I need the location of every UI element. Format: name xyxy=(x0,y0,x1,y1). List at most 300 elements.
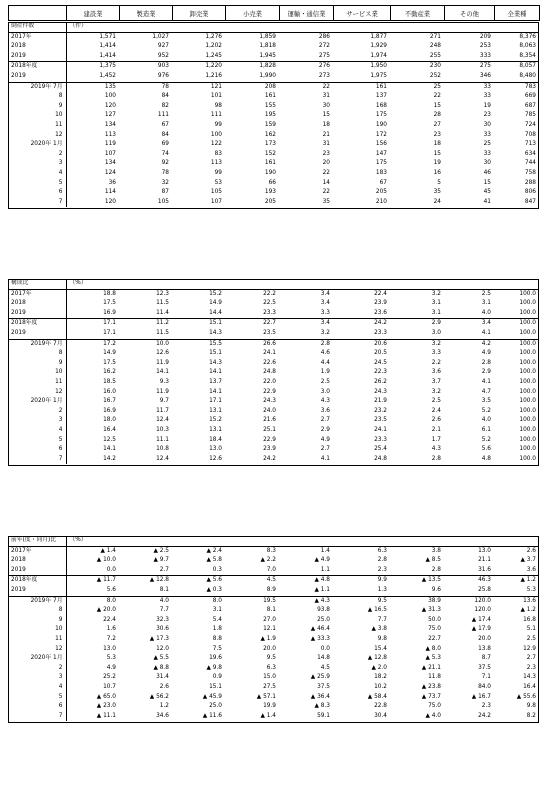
row-label: 2 xyxy=(8,150,66,160)
value-cell: 100.0 xyxy=(519,350,536,357)
value-cell: 13.0 xyxy=(478,547,491,554)
value-cell: 32 xyxy=(161,179,169,186)
value-cell: 24.2 xyxy=(374,320,387,327)
value-cell: 35 xyxy=(322,198,330,205)
column-header-table xyxy=(8,5,540,21)
value-cell: 24.2 xyxy=(478,712,491,719)
value-cell: ▲ 2.2 xyxy=(260,557,276,564)
value-cell: 33 xyxy=(483,150,491,157)
value-cell: 18.0 xyxy=(103,417,116,424)
value-cell: 22 xyxy=(322,169,330,176)
value-cell: 16.7 xyxy=(103,398,116,405)
value-cell: 100.0 xyxy=(519,417,536,424)
value-cell: 99 xyxy=(214,169,222,176)
value-cell: 78 xyxy=(161,83,169,90)
value-cell: 23.5 xyxy=(374,417,387,424)
value-cell: 100 xyxy=(104,93,116,100)
section-table xyxy=(8,22,539,207)
row-label: 12 xyxy=(8,388,66,398)
value-cell: 785 xyxy=(524,112,536,119)
row-label: 2019 xyxy=(8,52,66,62)
table-row xyxy=(8,52,539,62)
row-label: 3 xyxy=(8,159,66,169)
value-cell: 46 xyxy=(483,169,491,176)
value-cell: ▲ 3.7 xyxy=(520,557,536,564)
row-label: 2018 xyxy=(8,42,66,52)
table-row xyxy=(8,596,539,606)
value-cell: 271 xyxy=(429,33,441,40)
empty-cell xyxy=(172,279,225,289)
value-cell: 20.0 xyxy=(478,635,491,642)
value-cell: 92 xyxy=(161,160,169,167)
value-cell: 24.8 xyxy=(263,369,276,376)
value-cell: 2.2 xyxy=(431,359,441,366)
value-cell: 3.0 xyxy=(431,329,441,336)
value-cell: 2.9 xyxy=(320,426,330,433)
value-cell: 19.5 xyxy=(263,597,276,604)
value-cell: 9.8 xyxy=(526,703,536,710)
value-cell: 2.4 xyxy=(431,407,441,414)
value-cell: ▲ 20.0 xyxy=(96,607,116,614)
value-cell: 16.2 xyxy=(103,369,116,376)
value-cell: 9.7 xyxy=(159,398,169,405)
value-cell: 155 xyxy=(264,102,276,109)
value-cell: 252 xyxy=(429,72,441,79)
value-cell: 208 xyxy=(264,83,276,90)
value-cell: 0.9 xyxy=(212,674,222,681)
empty-cell xyxy=(225,22,279,32)
value-cell: 17.1 xyxy=(103,329,116,336)
value-cell: 3.6 xyxy=(320,407,330,414)
value-cell: ▲ 31.3 xyxy=(421,607,441,614)
value-cell: 4.6 xyxy=(320,350,330,357)
value-cell: 12.6 xyxy=(156,350,169,357)
value-cell: 18 xyxy=(322,121,330,128)
value-cell: 24.5 xyxy=(374,359,387,366)
section-title: 前年(度・同月)比 xyxy=(8,536,66,546)
row-label: 2 xyxy=(8,664,66,674)
value-cell: 46.3 xyxy=(478,577,491,584)
value-cell: 31.6 xyxy=(478,566,491,573)
value-cell: 114 xyxy=(104,189,116,196)
row-label: 10 xyxy=(8,111,66,121)
value-cell: 100.0 xyxy=(519,455,536,462)
empty-cell xyxy=(225,536,279,546)
row-label: 2020年 1月 xyxy=(8,140,66,150)
value-cell: 161 xyxy=(264,160,276,167)
value-cell: 19.6 xyxy=(209,655,222,662)
table-row xyxy=(8,586,539,596)
value-cell: 976 xyxy=(157,72,169,79)
value-cell: 3.2 xyxy=(431,290,441,297)
value-cell: ▲ 55.6 xyxy=(516,693,536,700)
value-cell: 105 xyxy=(210,189,222,196)
value-cell: 67 xyxy=(161,121,169,128)
value-cell: ▲ 16.5 xyxy=(367,607,387,614)
value-cell: 4.1 xyxy=(320,455,330,462)
row-label: 4 xyxy=(8,169,66,179)
row-label: 10 xyxy=(8,368,66,378)
section-title: 倒産件数 xyxy=(8,22,66,32)
row-label: 2 xyxy=(8,407,66,417)
value-cell: 4.1 xyxy=(481,378,491,385)
value-cell: 23.9 xyxy=(374,300,387,307)
value-cell: ▲ 11.6 xyxy=(202,712,222,719)
value-cell: 24.0 xyxy=(263,407,276,414)
value-cell: 11.9 xyxy=(156,359,169,366)
empty-cell xyxy=(279,536,333,546)
value-cell: 22.7 xyxy=(428,635,441,642)
value-cell: 113 xyxy=(104,131,116,138)
value-cell: 75.0 xyxy=(428,703,441,710)
value-cell: 7.7 xyxy=(377,616,387,623)
value-cell: 15.5 xyxy=(209,340,222,347)
value-cell: 22 xyxy=(322,83,330,90)
value-cell: 100.0 xyxy=(519,309,536,316)
value-cell: 12.0 xyxy=(156,645,169,652)
value-cell: 4.7 xyxy=(481,388,491,395)
value-cell: 22.0 xyxy=(263,378,276,385)
value-cell: 25.8 xyxy=(478,586,491,593)
value-cell: 687 xyxy=(524,102,536,109)
value-cell: 20.0 xyxy=(263,645,276,652)
value-cell: ▲ 2.5 xyxy=(153,547,169,554)
value-cell: 50.0 xyxy=(428,616,441,623)
value-cell: 2.5 xyxy=(481,290,491,297)
value-cell: ▲ 36.4 xyxy=(310,693,330,700)
value-cell: 15 xyxy=(483,179,491,186)
value-cell: ▲ 33.3 xyxy=(310,635,330,642)
value-cell: 12.4 xyxy=(156,417,169,424)
value-cell: 22.5 xyxy=(263,300,276,307)
value-cell: 24.1 xyxy=(374,426,387,433)
value-cell: 26.6 xyxy=(263,340,276,347)
row-label: 12 xyxy=(8,131,66,141)
value-cell: 8.1 xyxy=(266,607,276,614)
value-cell: 4.4 xyxy=(320,359,330,366)
value-cell: 15.1 xyxy=(209,350,222,357)
value-cell: 8,480 xyxy=(519,72,536,79)
row-label: 2017年 xyxy=(8,546,66,556)
value-cell: 16.4 xyxy=(103,426,116,433)
value-cell: 1,877 xyxy=(370,33,387,40)
column-header: サービス業 xyxy=(334,6,391,21)
value-cell: 1,828 xyxy=(259,63,276,70)
value-cell: 2.5 xyxy=(320,378,330,385)
section-table xyxy=(8,536,539,721)
value-cell: 25 xyxy=(483,141,491,148)
value-cell: 100.0 xyxy=(519,300,536,307)
row-label: 9 xyxy=(8,616,66,626)
value-cell: 33 xyxy=(483,83,491,90)
table-row xyxy=(8,378,539,388)
table-row xyxy=(8,188,539,198)
value-cell: 18.8 xyxy=(103,290,116,297)
value-cell: 5.1 xyxy=(526,626,536,633)
value-cell: 15 xyxy=(322,112,330,119)
value-cell: 111 xyxy=(210,112,222,119)
value-cell: 34.6 xyxy=(156,712,169,719)
value-cell: 15.0 xyxy=(263,674,276,681)
value-cell: 83 xyxy=(214,150,222,157)
empty-cell xyxy=(225,279,279,289)
row-label: 6 xyxy=(8,445,66,455)
empty-cell xyxy=(390,22,444,32)
value-cell: 105 xyxy=(157,198,169,205)
value-cell: 100.0 xyxy=(519,369,536,376)
value-cell: 100.0 xyxy=(519,446,536,453)
value-cell: 4.1 xyxy=(481,329,491,336)
row-label: 12 xyxy=(8,645,66,655)
row-label: 4 xyxy=(8,683,66,693)
row-label: 10 xyxy=(8,625,66,635)
value-cell: 22.8 xyxy=(374,703,387,710)
value-cell: 100.0 xyxy=(519,320,536,327)
value-cell: 18.2 xyxy=(374,674,387,681)
value-cell: 9.9 xyxy=(377,577,387,584)
value-cell: 100.0 xyxy=(519,378,536,385)
value-cell: 14.4 xyxy=(209,309,222,316)
value-cell: 1.2 xyxy=(159,703,169,710)
value-cell: ▲ 8.0 xyxy=(425,645,441,652)
row-label: 5 xyxy=(8,693,66,703)
value-cell: 107 xyxy=(104,150,116,157)
table-row xyxy=(8,645,539,655)
value-cell: 15.1 xyxy=(209,683,222,690)
value-cell: 13.0 xyxy=(103,645,116,652)
value-cell: 2.8 xyxy=(431,455,441,462)
table-row xyxy=(8,616,539,626)
value-cell: 16 xyxy=(433,169,441,176)
row-label: 3 xyxy=(8,416,66,426)
section-table xyxy=(8,279,539,464)
value-cell: 120.0 xyxy=(474,597,491,604)
value-cell: 28 xyxy=(433,112,441,119)
value-cell: 13.6 xyxy=(523,597,536,604)
value-cell: 173 xyxy=(264,141,276,148)
value-cell: 7.1 xyxy=(481,674,491,681)
empty-cell xyxy=(444,536,494,546)
value-cell: 2.5 xyxy=(431,398,441,405)
value-cell: 14.9 xyxy=(103,350,116,357)
value-cell: 3.6 xyxy=(431,369,441,376)
table-row xyxy=(8,140,539,150)
value-cell: 100.0 xyxy=(519,398,536,405)
value-cell: 9.6 xyxy=(431,586,441,593)
row-label: 5 xyxy=(8,436,66,446)
row-label: 11 xyxy=(8,378,66,388)
value-cell: 11.8 xyxy=(428,674,441,681)
value-cell: 3.4 xyxy=(320,300,330,307)
table-row xyxy=(8,654,539,664)
empty-cell xyxy=(494,22,539,32)
row-label: 2017年 xyxy=(8,32,66,42)
value-cell: 13.1 xyxy=(209,407,222,414)
value-cell: ▲ 21.1 xyxy=(421,664,441,671)
value-cell: ▲ 5.3 xyxy=(425,655,441,662)
value-cell: 2.8 xyxy=(377,557,387,564)
value-cell: 17.1 xyxy=(209,398,222,405)
table-row xyxy=(8,82,539,92)
value-cell: 13.8 xyxy=(478,645,491,652)
value-cell: 15 xyxy=(433,102,441,109)
value-cell: 78 xyxy=(161,169,169,176)
value-cell: 17.2 xyxy=(103,340,116,347)
value-cell: 275 xyxy=(318,52,330,59)
value-cell: 113 xyxy=(210,160,222,167)
value-cell: 8,354 xyxy=(519,52,536,59)
value-cell: 22.2 xyxy=(263,290,276,297)
value-cell: 24.1 xyxy=(263,350,276,357)
value-cell: 2.9 xyxy=(481,369,491,376)
value-cell: 5.3 xyxy=(526,586,536,593)
value-cell: ▲ 56.2 xyxy=(149,693,169,700)
value-cell: ▲ 1.9 xyxy=(260,635,276,642)
table-row xyxy=(8,111,539,121)
row-label: 9 xyxy=(8,102,66,112)
value-cell: 4.2 xyxy=(481,340,491,347)
value-cell: 84 xyxy=(161,93,169,100)
value-cell: 31 xyxy=(322,141,330,148)
value-cell: 9.8 xyxy=(377,635,387,642)
value-cell: 1,929 xyxy=(370,43,387,50)
value-cell: 84 xyxy=(161,131,169,138)
value-cell: 11.5 xyxy=(156,329,169,336)
table-row xyxy=(8,426,539,436)
value-cell: 14.1 xyxy=(209,388,222,395)
empty-cell xyxy=(119,279,172,289)
value-cell: 8.0 xyxy=(212,597,222,604)
value-cell: 4.3 xyxy=(431,446,441,453)
value-cell: 107 xyxy=(210,198,222,205)
value-cell: ▲ 57.1 xyxy=(256,693,276,700)
table-row xyxy=(8,62,539,72)
value-cell: ▲ 45.9 xyxy=(202,693,222,700)
value-cell: 99 xyxy=(214,121,222,128)
value-cell: ▲ 2.0 xyxy=(371,664,387,671)
value-cell: 23.3 xyxy=(374,329,387,336)
value-cell: 10.0 xyxy=(156,340,169,347)
value-cell: 6.3 xyxy=(377,547,387,554)
value-cell: 288 xyxy=(524,179,536,186)
value-cell: 4.9 xyxy=(481,350,491,357)
value-cell: 195 xyxy=(264,112,276,119)
value-cell: 3.0 xyxy=(320,388,330,395)
value-cell: ▲ 4.9 xyxy=(314,557,330,564)
value-cell: 23.3 xyxy=(263,309,276,316)
value-cell: 190 xyxy=(375,121,387,128)
table-row xyxy=(8,606,539,616)
value-cell: 33 xyxy=(483,131,491,138)
row-label: 2019 xyxy=(8,309,66,319)
value-cell: 253 xyxy=(479,43,491,50)
table-row xyxy=(8,566,539,576)
value-cell: 9.3 xyxy=(159,378,169,385)
empty-cell xyxy=(279,279,333,289)
section-unit: （件） xyxy=(66,22,119,32)
empty-cell xyxy=(444,22,494,32)
value-cell: 6.3 xyxy=(266,664,276,671)
value-cell: 175 xyxy=(375,112,387,119)
value-cell: 159 xyxy=(264,121,276,128)
value-cell: 26.2 xyxy=(374,378,387,385)
table-row xyxy=(8,349,539,359)
value-cell: 2.7 xyxy=(526,655,536,662)
value-cell: 193 xyxy=(264,189,276,196)
value-cell: 2.6 xyxy=(159,683,169,690)
column-header: 全業種 xyxy=(495,6,540,21)
value-cell: 22.9 xyxy=(263,388,276,395)
table-row xyxy=(8,368,539,378)
value-cell: 14.2 xyxy=(103,455,116,462)
value-cell: 18 xyxy=(433,141,441,148)
table-row xyxy=(8,388,539,398)
value-cell: 161 xyxy=(264,93,276,100)
value-cell: 24.3 xyxy=(374,388,387,395)
table-row xyxy=(8,198,539,208)
value-cell: 30 xyxy=(483,121,491,128)
value-cell: 12.4 xyxy=(156,455,169,462)
value-cell: 24 xyxy=(433,198,441,205)
value-cell: 3.8 xyxy=(431,547,441,554)
value-cell: 24.2 xyxy=(263,455,276,462)
value-cell: 2.3 xyxy=(377,566,387,573)
empty-cell xyxy=(119,22,172,32)
value-cell: 1,859 xyxy=(259,33,276,40)
value-cell: ▲ 5.5 xyxy=(153,655,169,662)
value-cell: 3.3 xyxy=(320,309,330,316)
value-cell: 15 xyxy=(433,150,441,157)
value-cell: 111 xyxy=(157,112,169,119)
value-cell: 12.9 xyxy=(523,645,536,652)
value-cell: 87 xyxy=(161,189,169,196)
value-cell: 11.7 xyxy=(156,407,169,414)
value-cell: 17.5 xyxy=(103,300,116,307)
value-cell: 16.9 xyxy=(103,309,116,316)
value-cell: 2.8 xyxy=(481,359,491,366)
value-cell: ▲ 11.1 xyxy=(96,712,116,719)
value-cell: 1,571 xyxy=(99,33,116,40)
row-label: 2019 xyxy=(8,586,66,596)
table-row xyxy=(8,397,539,407)
value-cell: ▲ 73.7 xyxy=(421,693,441,700)
value-cell: 36 xyxy=(108,179,116,186)
value-cell: 23 xyxy=(322,150,330,157)
row-label: 2019 xyxy=(8,72,66,82)
value-cell: 18.4 xyxy=(209,436,222,443)
value-cell: 17.5 xyxy=(103,359,116,366)
row-label: 7 xyxy=(8,712,66,722)
value-cell: 8,057 xyxy=(519,63,536,70)
table-row xyxy=(8,309,539,319)
value-cell: 23 xyxy=(433,131,441,138)
table-row xyxy=(8,359,539,369)
value-cell: ▲ 0.3 xyxy=(206,586,222,593)
row-label: 7 xyxy=(8,455,66,465)
value-cell: 37.5 xyxy=(317,683,330,690)
value-cell: 45 xyxy=(483,189,491,196)
table-row xyxy=(8,625,539,635)
value-cell: 2.6 xyxy=(526,547,536,554)
value-cell: 30.6 xyxy=(156,626,169,633)
value-cell: 147 xyxy=(375,150,387,157)
value-cell: 9.5 xyxy=(377,597,387,604)
value-cell: 2.8 xyxy=(431,566,441,573)
value-cell: 248 xyxy=(429,43,441,50)
value-cell: ▲ 23.8 xyxy=(421,683,441,690)
value-cell: 273 xyxy=(318,72,330,79)
empty-cell xyxy=(279,22,333,32)
